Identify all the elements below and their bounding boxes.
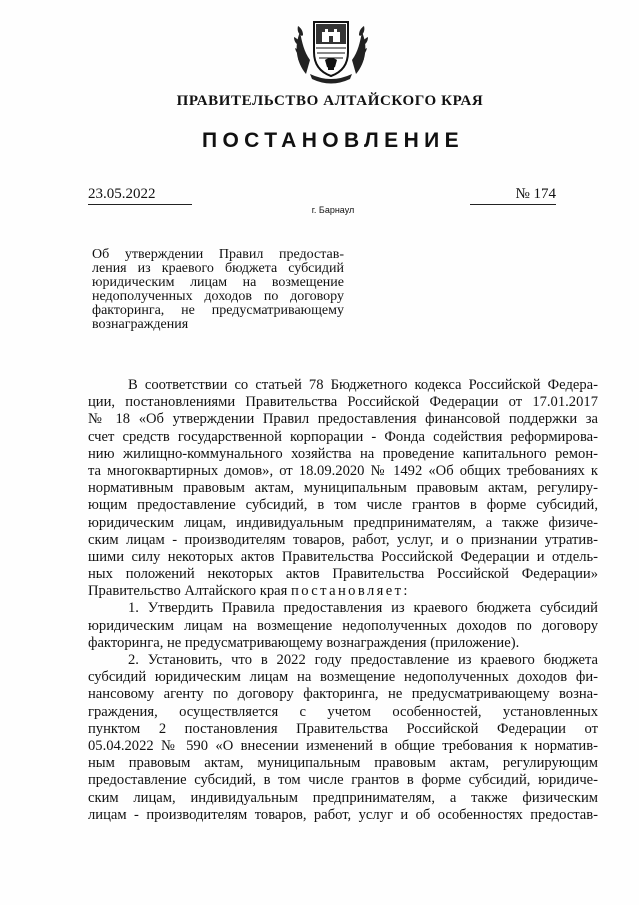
- item-1-line: 1. Утвердить Правила предоставления из краевого бюджета субсидий: [128, 600, 598, 617]
- document-date: 23.05.2022: [88, 184, 192, 205]
- item-1-line: факторинга, не предусматривающему вознаграждения (приложение).: [88, 634, 520, 651]
- body-line: № 18 «Об утверждении Правил предоставления финансовой поддержки за: [88, 411, 598, 428]
- item-2-line: пунктом 2 постановления Правительства Российской Федерации от: [88, 720, 598, 737]
- body-line: нию жилищно-коммунального хозяйства на проведение капитального ремон-: [88, 445, 598, 462]
- subject-line: ления из краевого бюджета субсидий: [92, 261, 344, 276]
- body-line: шими силу некоторых актов Правительства Российской Федерации и отдель-: [88, 548, 598, 565]
- item-2-line: 05.04.2022 № 590 «О внесении изменений в общие требования к норматив-: [88, 737, 598, 754]
- body-line: нормативным правовым актам, муниципальным правовым актам, регулиру-: [88, 480, 598, 497]
- body-line: ским лицам - производителям товаров, работ, услуг, и о признании утратив-: [88, 531, 598, 548]
- document-type-heading: ПОСТАНОВЛЕНИЕ: [201, 129, 465, 152]
- issue-city: г. Барнаул: [311, 205, 355, 215]
- body-line: та многоквартирных домов», от 18.09.2020 № 1492 «Об общих требованиях к: [88, 462, 598, 479]
- subject-line: факторинга, не предусматривающему: [92, 303, 344, 318]
- item-1-line: юридическим лицам на возмещение недополученных доходов по договору: [88, 617, 598, 634]
- item-2-line: ским лицам, индивидуальным предпринимателям, а также физическим: [88, 789, 598, 806]
- item-2-line: лицам - производителям товаров, работ, услуг и об особенностях предостав-: [88, 806, 598, 823]
- body-line: юридическим лицам, индивидуальным предпринимателям, а также физиче-: [88, 514, 598, 531]
- resolves-word: постановляет:: [290, 583, 410, 600]
- body-line: счет средств государственной корпорации - Фонда содействия реформирова-: [88, 428, 598, 445]
- item-2-line: субсидий юридическим лицам на возмещение недополученных доходов фи-: [88, 669, 598, 686]
- altai-krai-coat-of-arms-icon: [292, 12, 370, 86]
- item-2-line: нансовому агенту по договору факторинга, не предусматривающему возна-: [88, 686, 598, 703]
- subject-line: Об утверждении Правил предостав-: [92, 247, 344, 262]
- item-2-line: граждения, осуществляется с учетом особенностей, установленных: [88, 703, 598, 720]
- body-line: ющим предоставление субсидий, в том числе грантов в форме субсидий,: [88, 497, 598, 514]
- subject-line: недополученных доходов по договору: [92, 289, 344, 304]
- body-line: ции, постановлениями Правительства Российской Федерации от 17.01.2017: [88, 394, 598, 411]
- resolves-prefix: Правительство Алтайского края: [88, 583, 291, 600]
- body-line: ных положений некоторых актов Правительства Российской Федерации»: [88, 566, 598, 583]
- document-subject: [92, 248, 344, 332]
- document-body: [88, 377, 598, 824]
- document-number: № 174: [470, 184, 556, 205]
- subject-line: юридическим лицам на возмещение: [92, 275, 344, 290]
- item-2-line: 2. Установить, что в 2022 году предоставление из краевого бюджета: [128, 652, 598, 668]
- item-2-line: ным правовым актам, муниципальным правовым актам, регулирующим: [88, 755, 598, 772]
- resolves-line: [88, 583, 598, 600]
- government-title: ПРАВИТЕЛЬСТВО АЛТАЙСКОГО КРАЯ: [176, 93, 484, 109]
- body-line: В соответствии со статьей 78 Бюджетного кодекса Российской Федера-: [128, 377, 598, 393]
- item-2-line: предоставление субсидий, в том числе грантов в форме субсидий, юридиче-: [88, 772, 598, 789]
- subject-line: вознаграждения: [92, 317, 189, 332]
